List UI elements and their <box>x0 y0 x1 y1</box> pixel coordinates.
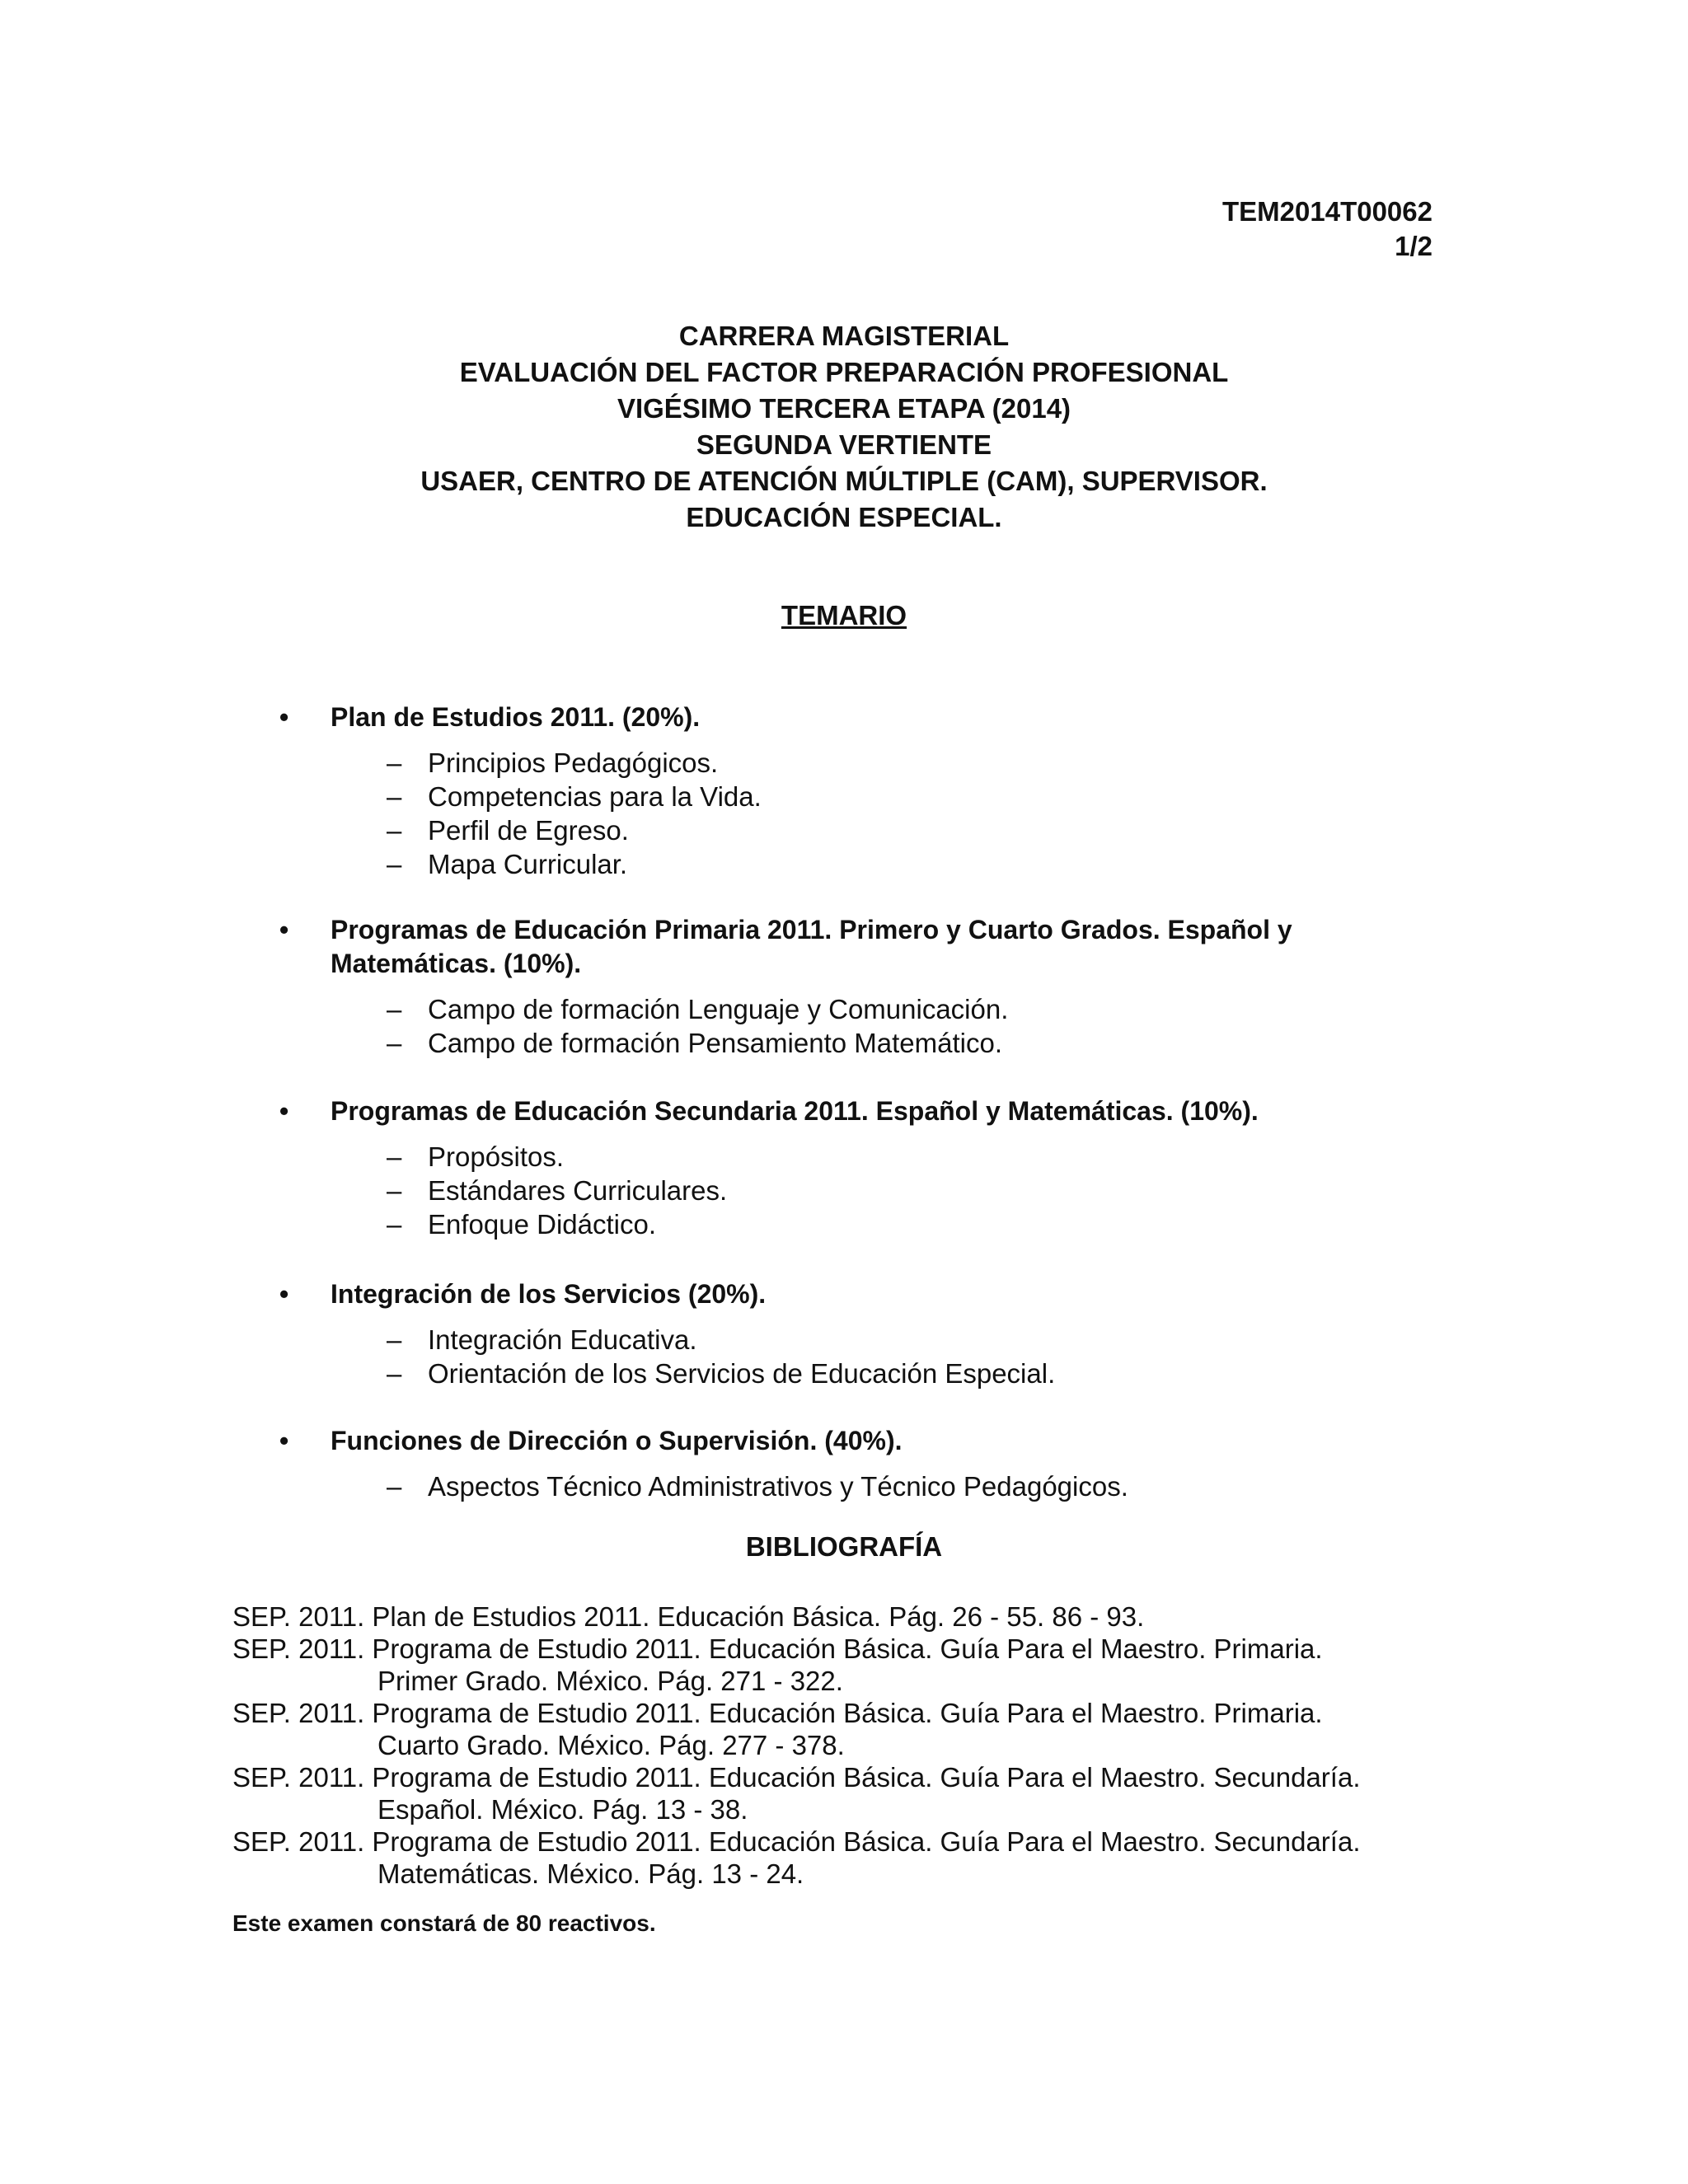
list-item <box>278 1469 1432 1503</box>
reference-continuation: Matemáticas. México. Pág. 13 - 24. <box>377 1858 804 1889</box>
dash-icon: – <box>387 1028 402 1058</box>
list-item <box>278 847 1432 881</box>
topic-title-text: Integración de los Servicios (20%). <box>331 1279 767 1309</box>
topic-title <box>278 701 1432 734</box>
list-item-text: Campo de formación Lenguaje y Comunicación. <box>428 994 1009 1024</box>
dash-icon: – <box>387 815 402 846</box>
topic-title-text: Programas de Educación Primaria 2011. Primero y Cuarto Grados. Español y Matemáticas. (10%). <box>331 915 1292 978</box>
list-item <box>278 780 1432 813</box>
list-item <box>278 1174 1432 1207</box>
list-item <box>278 1207 1432 1241</box>
bibliography-entry <box>232 1601 1469 1633</box>
list-item-text: Propósitos. <box>428 1141 565 1172</box>
list-item-text: Orientación de los Servicios de Educación Especial. <box>428 1358 1056 1389</box>
list-item-text: Campo de formación Pensamiento Matemático. <box>428 1028 1002 1058</box>
list-item <box>278 746 1432 780</box>
bullet-icon: • <box>279 1426 289 1455</box>
header-line: EVALUACIÓN DEL FACTOR PREPARACIÓN PROFESIONAL <box>459 357 1229 387</box>
subtopic-list <box>278 1323 1432 1390</box>
bullet-icon: • <box>279 915 289 944</box>
subtopic-list <box>278 992 1432 1060</box>
reference-continuation: Cuarto Grado. México. Pág. 277 - 378. <box>377 1730 845 1760</box>
list-item-text: Mapa Curricular. <box>428 849 628 879</box>
dash-icon: – <box>387 1358 402 1389</box>
list-item <box>278 1026 1432 1060</box>
bullet-icon: • <box>279 1279 289 1309</box>
dash-icon: – <box>387 994 402 1024</box>
topic-title-text: Programas de Educación Secundaria 2011. Español y Matemáticas. (10%). <box>331 1096 1259 1126</box>
list-item <box>278 813 1432 847</box>
topic-title <box>278 1094 1432 1128</box>
topic-title <box>278 1424 1432 1458</box>
dash-icon: – <box>387 781 402 812</box>
header-line: CARRERA MAGISTERIAL <box>678 321 1010 351</box>
reference-line: SEP. 2011. Plan de Estudios 2011. Educación Básica. Pág. 26 - 55. 86 - 93. <box>232 1601 1145 1632</box>
document-code: TEM2014T00062 <box>1222 196 1432 227</box>
header-line: EDUCACIÓN ESPECIAL. <box>686 502 1002 532</box>
topic-title <box>278 1277 1432 1311</box>
list-item <box>278 1323 1432 1357</box>
topic-section <box>278 913 1432 1060</box>
list-item-text: Competencias para la Vida. <box>428 781 762 812</box>
topic-section <box>278 1424 1432 1503</box>
reference-continuation: Primer Grado. México. Pág. 271 - 322. <box>377 1666 843 1696</box>
reference-line: SEP. 2011. Programa de Estudio 2011. Educación Básica. Guía Para el Maestro. Secundaría. <box>232 1762 1361 1793</box>
document-id-block <box>1222 194 1432 264</box>
list-item <box>278 1357 1432 1390</box>
bibliography-entry <box>232 1761 1469 1825</box>
topic-section <box>278 1277 1432 1390</box>
list-item-text: Estándares Curriculares. <box>428 1175 728 1206</box>
bibliography-entry <box>232 1633 1469 1697</box>
page-number: 1/2 <box>1395 231 1432 261</box>
reference-line: SEP. 2011. Programa de Estudio 2011. Educación Básica. Guía Para el Maestro. Secundaría. <box>232 1826 1361 1857</box>
bibliography-entry <box>232 1697 1469 1761</box>
list-item-text: Integración Educativa. <box>428 1324 697 1355</box>
dash-icon: – <box>387 849 402 879</box>
topic-section <box>278 1094 1432 1241</box>
document-header <box>0 318 1688 536</box>
dash-icon: – <box>387 1141 402 1172</box>
dash-icon: – <box>387 1471 402 1502</box>
bibliography-list <box>232 1601 1469 1890</box>
topic-title <box>278 913 1432 981</box>
list-item-text: Principios Pedagógicos. <box>428 748 719 778</box>
list-item-text: Aspectos Técnico Administrativos y Técnico Pedagógicos. <box>428 1471 1128 1502</box>
bibliography-title: BIBLIOGRAFÍA <box>745 1531 943 1562</box>
dash-icon: – <box>387 1324 402 1355</box>
dash-icon: – <box>387 1209 402 1240</box>
exam-note: Este examen constará de 80 reactivos. <box>232 1910 656 1936</box>
bibliography-entry <box>232 1825 1469 1890</box>
dash-icon: – <box>387 1175 402 1206</box>
bullet-icon: • <box>279 1096 289 1126</box>
temario-title: TEMARIO <box>781 600 907 630</box>
reference-line: SEP. 2011. Programa de Estudio 2011. Educación Básica. Guía Para el Maestro. Primaria. <box>232 1698 1323 1728</box>
list-item-text: Perfil de Egreso. <box>428 815 629 846</box>
list-item <box>278 992 1432 1026</box>
subtopic-list <box>278 1469 1432 1503</box>
list-item <box>278 1140 1432 1174</box>
subtopic-list <box>278 746 1432 881</box>
bullet-icon: • <box>279 702 289 732</box>
list-item-text: Enfoque Didáctico. <box>428 1209 657 1240</box>
header-line: SEGUNDA VERTIENTE <box>696 429 992 460</box>
topic-title-text: Funciones de Dirección o Supervisión. (40%). <box>331 1426 903 1455</box>
topic-section <box>278 701 1432 881</box>
reference-continuation: Español. México. Pág. 13 - 38. <box>377 1794 748 1825</box>
reference-line: SEP. 2011. Programa de Estudio 2011. Educación Básica. Guía Para el Maestro. Primaria. <box>232 1633 1323 1664</box>
header-line: USAER, CENTRO DE ATENCIÓN MÚLTIPLE (CAM), SUPERVISOR. <box>420 466 1268 496</box>
dash-icon: – <box>387 748 402 778</box>
topic-title-text: Plan de Estudios 2011. (20%). <box>331 702 701 732</box>
header-line: VIGÉSIMO TERCERA ETAPA (2014) <box>617 393 1071 424</box>
subtopic-list <box>278 1140 1432 1241</box>
